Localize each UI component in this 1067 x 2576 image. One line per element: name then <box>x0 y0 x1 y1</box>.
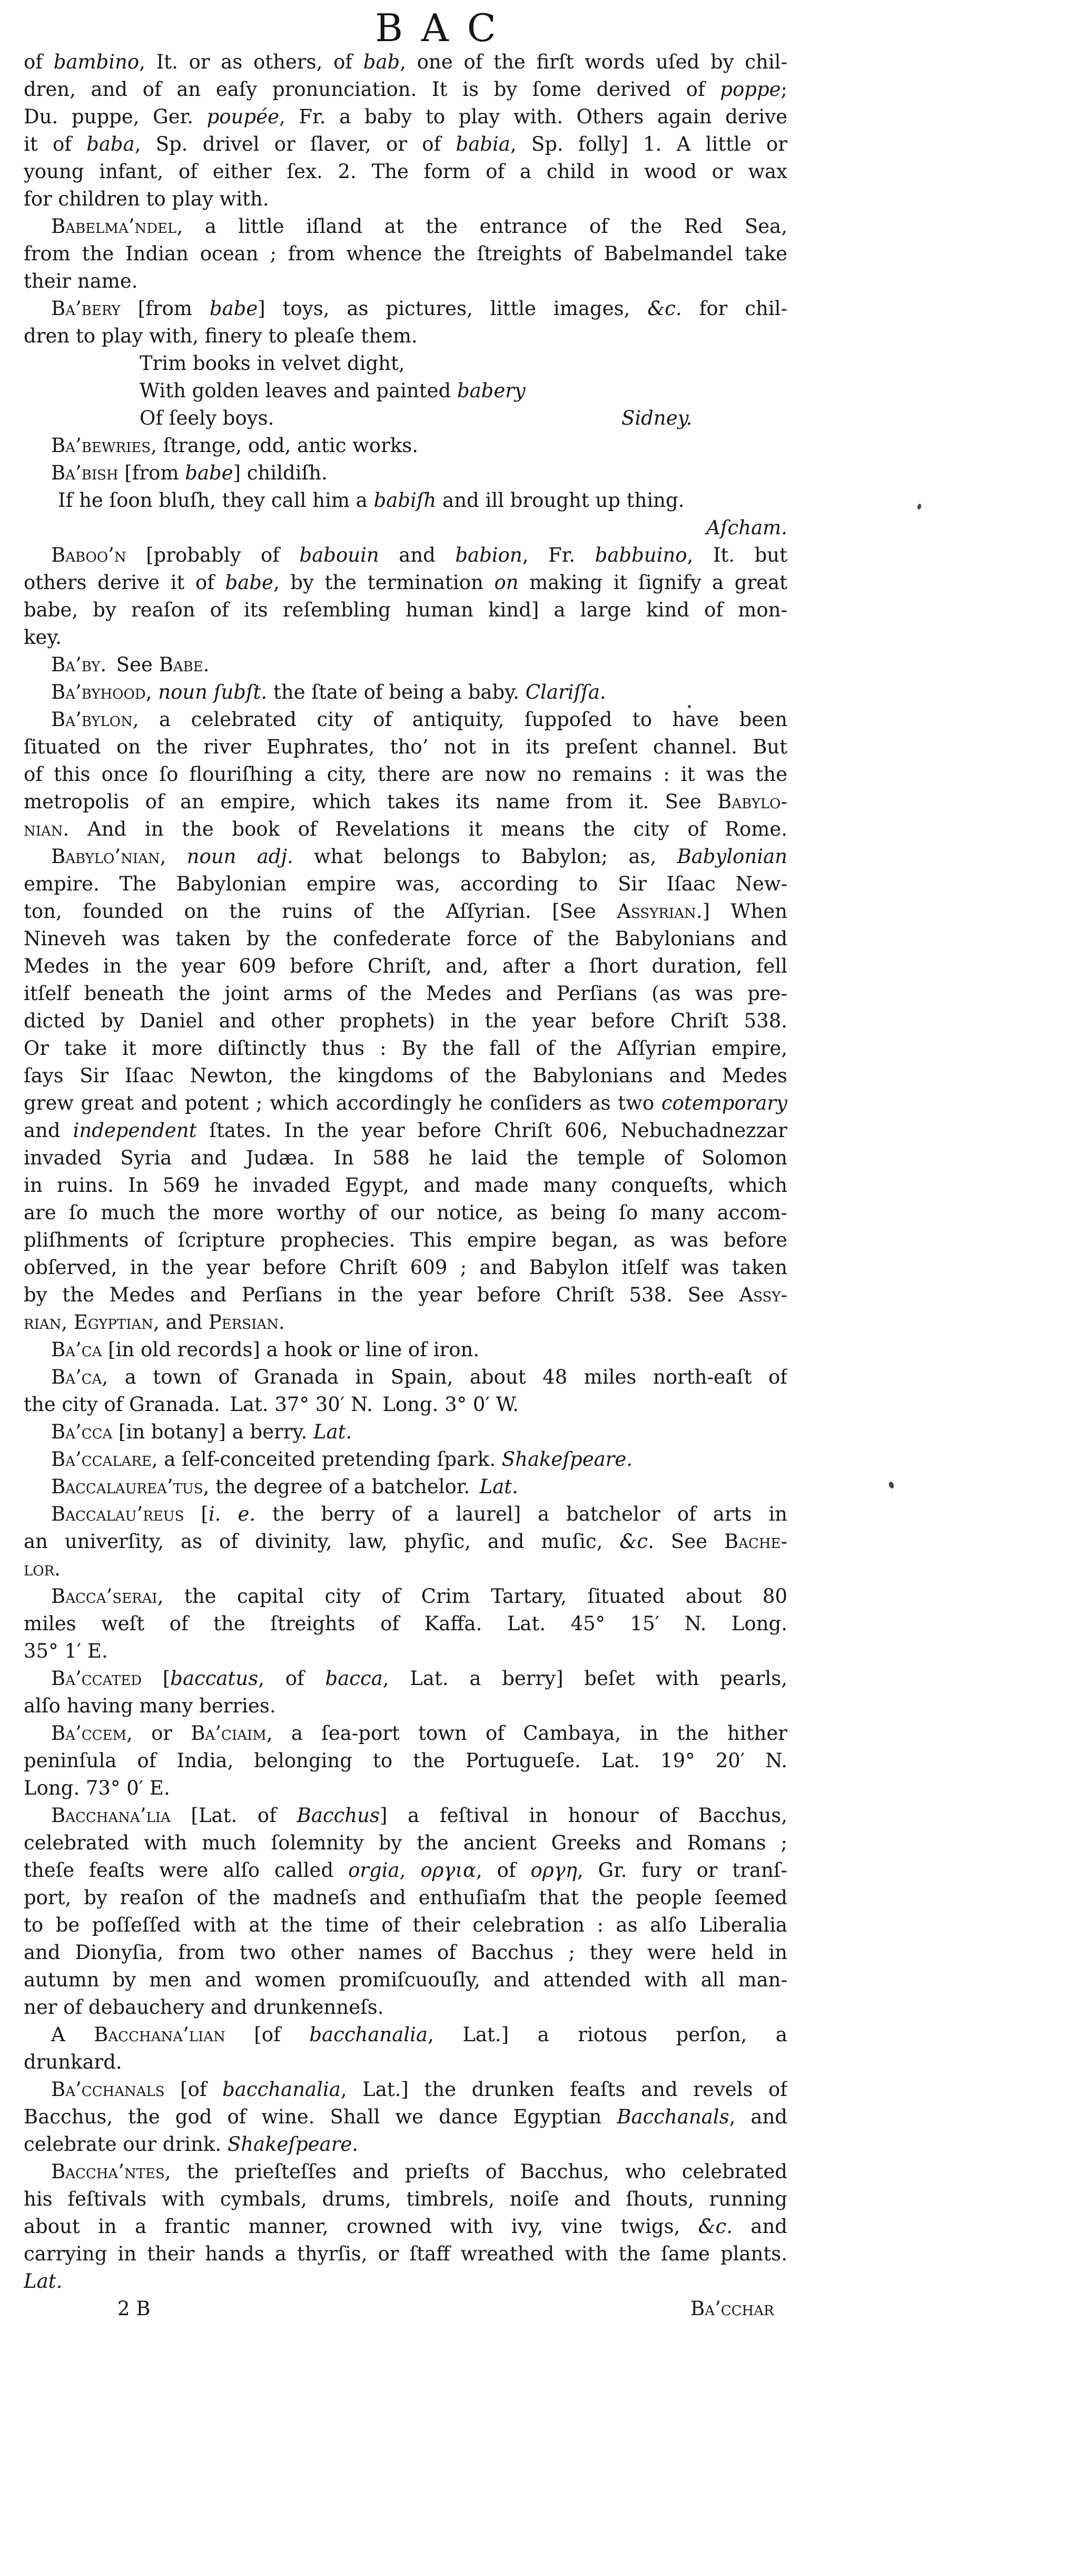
headword-text: Ba’bish <box>51 462 118 484</box>
text-line <box>24 2240 787 2268</box>
italic-text: babe <box>225 571 273 594</box>
body-text: ton, founded on the ruins of the Aſſyrian. [See <box>24 900 617 923</box>
italic-text: bacchanalia <box>222 2078 341 2101</box>
body-text: Medes in the year 609 before Chriſt, and, after a ſhort duration, fell <box>24 955 787 977</box>
text-line <box>24 1418 787 1446</box>
body-text: and <box>379 544 456 566</box>
headword-text: Baboo’n <box>51 544 126 566</box>
text-line <box>24 213 787 240</box>
headword-text: Ba’byhood <box>51 681 146 703</box>
body-text: , <box>160 845 187 868</box>
body-text: , ſtrange, odd, antic works. <box>151 434 418 457</box>
headword-text: nian <box>24 818 63 840</box>
text-line <box>24 1117 787 1144</box>
italic-text: cotemporary <box>661 1092 787 1114</box>
body-text: key. <box>24 626 62 649</box>
text-line <box>24 980 787 1007</box>
italic-text: poupée <box>206 105 279 128</box>
body-text: their name. <box>24 270 138 292</box>
body-text: [ <box>142 1667 171 1690</box>
body-text: his feſtivals with cymbals, drums, timbrels, noiſe and ſhouts, running <box>24 2188 787 2210</box>
body-text: autumn by men and women promiſcuouſly, and attended with all man- <box>24 1968 787 1991</box>
body-text: dren, and of an eaſy pronunciation. It is by ſome derived of <box>24 78 720 101</box>
text-line <box>24 2021 787 2049</box>
body-text: , or <box>126 1722 191 1745</box>
body-text: , the capital city of Crim Tartary, ſituated about 80 <box>157 1585 787 1608</box>
body-text: miles weſt of the ſtreights of Kaffa. Lat. 45° 15′ N. Long. <box>24 1612 787 1635</box>
body-text: Nineveh was taken by the confederate force of the Babylonians and <box>24 927 787 950</box>
body-text: [ <box>184 1503 209 1525</box>
headword-text: Ba’ca <box>51 1338 102 1361</box>
headword-text: Babelma’ndel <box>51 215 177 238</box>
press-signature: 2 B <box>117 2297 151 2320</box>
body-text: , the degree of a batchelor. <box>203 1475 480 1498</box>
italic-text: orgia <box>348 1859 400 1882</box>
body-text: port, by reaſon of the madneſs and enthuſiaſm that the people ſeemed <box>24 1886 787 1909</box>
text-line <box>24 1884 787 1912</box>
headword-text: Ba’cchar <box>690 2297 774 2320</box>
body-text: . <box>278 1311 285 1334</box>
body-text: . See <box>100 653 159 676</box>
body-text: ] toys, as pictures, little images, <box>258 297 648 320</box>
body-text: alſo having many berries. <box>24 1695 276 1717</box>
italic-text: Shakeſpeare. <box>227 2133 359 2156</box>
text-column <box>24 48 787 2295</box>
italic-text: i. e. <box>208 1503 256 1525</box>
text-line <box>24 1309 787 1336</box>
headword-text: Bacchana’lia <box>51 1804 171 1827</box>
body-text: , a ſea-port town of Cambaya, in the hither <box>266 1722 787 1745</box>
body-text: . <box>54 1558 61 1580</box>
body-text: [from <box>118 462 185 484</box>
body-text: [of <box>225 2023 310 2046</box>
body-text: , It. but <box>687 544 787 566</box>
text-line <box>24 1391 787 1418</box>
text-line <box>24 1528 787 1555</box>
body-text: , Sp. folly] 1. A little or <box>510 133 787 155</box>
body-text: empire. The Babylonian empire was, according to Sir Iſaac New- <box>24 873 787 895</box>
text-line <box>24 1336 787 1364</box>
text-line <box>24 624 787 651</box>
text-line <box>24 1199 787 1227</box>
text-line <box>24 1364 787 1391</box>
text-line <box>24 1665 787 1692</box>
body-text: , the prieſteſſes and prieſts of Bacchus, who celebrated <box>164 2160 787 2183</box>
headword-text: Bacca’serai <box>51 1585 157 1608</box>
text-line <box>24 1857 787 1884</box>
text-line <box>24 1802 787 1829</box>
text-line <box>24 1227 787 1254</box>
italic-text: Sidney. <box>621 407 693 429</box>
body-text: , of <box>258 1667 325 1690</box>
body-text: making it ſignify a great <box>518 571 787 594</box>
text-line <box>24 1638 787 1665</box>
headword-text: Ba’ccem <box>51 1722 127 1745</box>
text-line <box>24 1254 787 1281</box>
text-line <box>24 843 787 870</box>
body-text: [of <box>164 2078 223 2101</box>
text-line <box>24 925 787 953</box>
body-text: for children to play with. <box>24 188 269 210</box>
text-line <box>24 953 787 980</box>
text-line <box>24 1692 787 1720</box>
italic-text: οργια <box>420 1859 476 1882</box>
headword-text: Baccalau’reus <box>51 1503 184 1525</box>
text-line <box>24 2103 787 2131</box>
body-text: Or take it more diſtinctly thus : By the fall of the Aſſyrian empire, <box>24 1037 787 1060</box>
italic-text: bambino <box>53 51 140 73</box>
text-line <box>24 185 787 213</box>
body-text: peninſula of India, belonging to the Portugueſe. Lat. 19° 20′ N. <box>24 1749 787 1772</box>
text-line <box>24 2049 787 2076</box>
text-line <box>24 48 787 76</box>
text-line <box>24 788 787 816</box>
headword-text: Ba’ca <box>51 1366 102 1388</box>
body-text: A <box>51 2023 94 2046</box>
body-text: drunkard. <box>24 2051 122 2073</box>
body-text: . And in the book of Revelations it means the city of Rome. <box>63 818 787 840</box>
text-line <box>24 103 787 131</box>
italic-text: baba <box>86 133 135 155</box>
body-text: ſtates. In the year before Chriſt 606, Nebuchadnezzar <box>196 1119 787 1142</box>
body-text: , Sp. drivel or ſlaver, or of <box>134 133 456 155</box>
body-text: the ſtate of being a baby. <box>267 681 526 703</box>
text-line <box>24 405 787 432</box>
body-text: pliſhments of ſcripture prophecies. This empire began, as was before <box>24 1229 787 1251</box>
body-text: Long. 73° 0′ E. <box>24 1777 170 1799</box>
body-text: [Lat. of <box>170 1804 297 1827</box>
italic-text: Lat. <box>479 1475 518 1498</box>
text-line <box>24 1473 787 1501</box>
body-text: an univerſity, as of divinity, law, phyſic, and muſic, <box>24 1530 620 1553</box>
text-line <box>24 679 787 706</box>
headword-text: Persian <box>208 1311 279 1334</box>
body-text: obſerved, in the year before Chriſt 609 ; and Babylon itſelf was taken <box>24 1256 787 1279</box>
body-text: to be poſſeſſed with at the time of their celebration : as alſo Liberalia <box>24 1914 787 1936</box>
italic-text: bacchanalia <box>309 2023 428 2046</box>
text-line <box>24 1281 787 1309</box>
italic-text: bacca <box>325 1667 383 1690</box>
italic-text: noun adj. <box>186 845 293 868</box>
text-line <box>24 1035 787 1062</box>
text-line <box>24 1007 787 1035</box>
body-text: Bacchus, the god of wine. Shall we dance Egyptian <box>24 2105 617 2128</box>
body-text: Of ſeely boys. <box>140 407 274 429</box>
text-line <box>24 596 787 624</box>
text-line <box>24 1144 787 1172</box>
headword-text: Baccha’ntes <box>51 2160 165 2183</box>
body-text: ; <box>781 78 787 101</box>
body-text: celebrated with much ſolemnity by the ancient Greeks and Romans ; <box>24 1831 787 1854</box>
body-text: ſays Sir Iſaac Newton, the kingdoms of the Babylonians and Medes <box>24 1064 787 1087</box>
headword-text: Babe <box>159 653 203 676</box>
body-text: the berry of a laurel] a batchelor of arts in <box>255 1503 787 1525</box>
text-line <box>24 1446 787 1473</box>
body-text: of this once ſo flouriſhing a city, there are now no remains : it was the <box>24 763 787 786</box>
body-text: grew great and potent ; which accordingly he conſiders as two <box>24 1092 661 1114</box>
body-text: and <box>24 1119 73 1142</box>
italic-text: independent <box>73 1119 197 1142</box>
catchword <box>690 2295 774 2323</box>
text-line <box>24 487 787 514</box>
ink-speck <box>916 503 922 510</box>
text-line <box>24 1747 787 1775</box>
body-text: , <box>61 1311 74 1334</box>
text-line <box>24 870 787 898</box>
text-line <box>24 1720 787 1747</box>
text-line <box>24 761 787 788</box>
italic-text: Babylonian <box>677 845 787 868</box>
italic-text: baccatus <box>170 1667 259 1690</box>
body-text: young infant, of either ſex. 2. The form of a child in wood or wax <box>24 160 787 183</box>
italic-text: &c. <box>698 2215 733 2238</box>
text-line <box>24 651 787 679</box>
body-text: invaded Syria and Judæa. In 588 he laid the temple of Solomon <box>24 1147 787 1169</box>
body-text: from the Indian ocean ; from whence the ſtreights of Babelmandel take <box>24 242 787 265</box>
body-text: See <box>654 1530 724 1553</box>
headword-text: Ba’by <box>51 653 101 676</box>
body-text: 35° 1′ E. <box>24 1640 108 1662</box>
text-line <box>24 706 787 733</box>
italic-text: babiſh <box>373 489 437 512</box>
body-text: itſelf beneath the joint arms of the Medes and Perſians (as was pre- <box>24 982 787 1005</box>
body-text: by the Medes and Perſians in the year before Chriſt 538. See <box>24 1284 739 1306</box>
text-line <box>24 1829 787 1857</box>
body-text: , Fr. a baby to play with. Others again derive <box>279 105 787 128</box>
body-text: , and <box>729 2105 787 2128</box>
body-text: about in a frantic manner, crowned with ivy, vine twigs, <box>24 2215 698 2238</box>
text-line <box>24 1501 787 1528</box>
text-line <box>24 2213 787 2240</box>
text-line <box>24 1172 787 1199</box>
italic-text: bab <box>363 51 400 73</box>
body-text: Du. puppe, Ger. <box>24 105 207 128</box>
italic-text: &c. <box>647 297 682 320</box>
text-line <box>24 2186 787 2213</box>
body-text: theſe feaſts were alſo called <box>24 1859 349 1882</box>
body-text: [in botany] a berry. <box>112 1421 314 1443</box>
body-text: and <box>733 2215 787 2238</box>
body-text: , a little iſland at the entrance of the Red Sea, <box>176 215 787 238</box>
body-text: .] When <box>696 900 787 923</box>
body-text: With golden leaves and painted <box>140 379 457 402</box>
body-text: ner of debauchery and drunkenneſs. <box>24 1996 384 2019</box>
running-head: B A C <box>375 6 499 50</box>
text-line <box>24 816 787 843</box>
italic-text: poppe <box>720 78 781 101</box>
text-line <box>24 322 787 350</box>
body-text: , Lat. a berry] beſet with pearls, <box>382 1667 787 1690</box>
text-line <box>24 2268 787 2295</box>
body-text: , and <box>153 1311 209 1334</box>
text-line <box>24 1939 787 1966</box>
headword-text: Ba’bery <box>51 297 121 320</box>
headword-text: Babylo- <box>717 790 787 813</box>
body-text: what belongs to Babylon; as, <box>293 845 677 868</box>
body-text: Trim books in velvet dight, <box>140 352 405 375</box>
body-text: [from <box>120 297 210 320</box>
text-line <box>24 158 787 185</box>
text-line <box>24 432 787 459</box>
body-text: [in old records] a hook or line of iron. <box>102 1338 480 1361</box>
body-text: , a celebrated city of antiquity, ſuppoſed to have been <box>132 708 787 731</box>
headword-text: Egyptian <box>73 1311 154 1334</box>
headword-text: Ba’bylon <box>51 708 133 731</box>
body-text: , one of the firſt words uſed by chil- <box>400 51 787 73</box>
body-text: in ruins. In 569 he invaded Egypt, and made many conqueſts, which <box>24 1174 787 1197</box>
body-text: , Gr. fury or tranſ- <box>577 1859 787 1882</box>
headword-text: lor <box>24 1558 55 1580</box>
body-text: the city of Granada. Lat. 37° 30′ N. Long. 3° 0′ W. <box>24 1393 519 1416</box>
body-text: , by the termination <box>273 571 495 594</box>
text-line <box>24 514 787 542</box>
body-text: babe, by reaſon of its reſembling human kind] a large kind of mon- <box>24 599 787 621</box>
text-line <box>24 1610 787 1638</box>
headword-text: Ba’ccalare <box>51 1448 152 1471</box>
body-text: , <box>145 681 159 703</box>
headword-text: Assyrian <box>617 900 696 923</box>
body-text: dren to play with, finery to pleaſe them. <box>24 325 418 347</box>
body-text: celebrate our drink. <box>24 2133 228 2156</box>
text-line <box>24 459 787 487</box>
body-text: for chil- <box>681 297 787 320</box>
body-text: and ill brought up thing. <box>436 489 685 512</box>
ink-speck <box>688 705 691 708</box>
quote-attribution <box>621 405 692 432</box>
text-line <box>24 542 787 569</box>
body-text: carrying in their hands a thyrſis, or ſtaff wreathed with the ſame plants. <box>24 2242 787 2265</box>
text-line <box>24 1912 787 1939</box>
text-line <box>24 2076 787 2103</box>
body-text: , It. or as others, of <box>139 51 363 73</box>
italic-text: babery <box>457 379 526 402</box>
body-text: ] childiſh. <box>233 462 328 484</box>
body-text: ] a feſtival in honour of Bacchus, <box>379 1804 787 1827</box>
headword-text: Babylo’nian <box>51 845 160 868</box>
body-text: others derive it of <box>24 571 225 594</box>
text-line <box>24 350 787 377</box>
italic-text: babe <box>209 297 258 320</box>
body-text: are ſo much the more worthy of our notice, as being ſo many accom- <box>24 1201 787 1224</box>
headword-text: Ba’ccated <box>51 1667 142 1690</box>
headword-text: Baccalaurea’tus <box>51 1475 203 1498</box>
body-text: , of <box>476 1859 531 1882</box>
italic-text: &c. <box>619 1530 654 1553</box>
text-line <box>24 1966 787 1994</box>
headword-text: Ba’cchanals <box>51 2078 165 2101</box>
body-text: , a town of Granada in Spain, about 48 miles north-eaſt of <box>102 1366 787 1388</box>
text-line <box>24 569 787 596</box>
headword-text: Ba’bewries <box>51 434 151 457</box>
body-text: , Lat.] the drunken feaſts and revels of <box>340 2078 787 2101</box>
italic-text: Aſcham. <box>706 516 787 539</box>
headword-text: Assy- <box>739 1284 787 1306</box>
text-line <box>24 898 787 925</box>
italic-text: noun ſubſt. <box>158 681 268 703</box>
text-line <box>24 1062 787 1090</box>
italic-text: babbuino <box>595 544 687 566</box>
body-text: ſituated on the river Euphrates, tho’ not in its preſent channel. But <box>24 736 787 758</box>
text-line <box>24 733 787 761</box>
headword-text: Ba’ciaim <box>191 1722 266 1745</box>
body-text: and Dionyſia, from two other names of Bacchus ; they were held in <box>24 1941 787 1964</box>
headword-text: Bacchana’lian <box>94 2023 225 2046</box>
italic-text: Lat. <box>313 1421 352 1443</box>
text-line <box>24 268 787 295</box>
italic-text: οργη <box>530 1859 577 1882</box>
italic-text: on <box>494 571 519 594</box>
italic-text: babouin <box>299 544 379 566</box>
italic-text: Bacchus <box>297 1804 380 1827</box>
headword-text: Ba’cca <box>51 1421 113 1443</box>
text-line <box>24 1555 787 1583</box>
text-line <box>24 295 787 322</box>
italic-text: Clariſſa. <box>525 681 606 703</box>
body-text: dicted by Daniel and other prophets) in the year before Chriſt 538. <box>24 1010 787 1032</box>
body-text: , a ſelf-conceited pretending ſpark. <box>151 1448 502 1471</box>
text-line <box>24 1994 787 2021</box>
body-text: If he ſoon bluſh, they call him a <box>58 489 374 512</box>
body-text: of <box>24 51 54 73</box>
text-line <box>24 76 787 103</box>
text-line <box>24 1090 787 1117</box>
italic-text: Bacchanals <box>617 2105 729 2128</box>
body-text: it of <box>24 133 87 155</box>
text-line <box>24 1583 787 1610</box>
text-line <box>24 2158 787 2186</box>
italic-text: babia <box>456 133 510 155</box>
text-line <box>24 377 787 405</box>
text-line <box>24 1775 787 1802</box>
text-line <box>24 131 787 158</box>
body-text: . <box>203 653 210 676</box>
ink-speck <box>888 1481 895 1489</box>
text-line <box>24 2131 787 2158</box>
footer-line <box>24 2295 787 2323</box>
italic-text: babion <box>455 544 522 566</box>
body-text: , Lat.] a riotous perſon, a <box>428 2023 787 2046</box>
italic-text: babe <box>185 462 233 484</box>
text-line <box>24 240 787 268</box>
headword-text: Bache- <box>724 1530 787 1553</box>
body-text: , <box>399 1859 421 1882</box>
body-text: metropolis of an empire, which takes its name from it. See <box>24 790 718 813</box>
body-text: [probably of <box>126 544 300 566</box>
italic-text: Lat. <box>24 2270 63 2293</box>
body-text: , Fr. <box>522 544 595 566</box>
italic-text: Shakeſpeare. <box>501 1448 633 1471</box>
headword-text: rian <box>24 1311 62 1334</box>
